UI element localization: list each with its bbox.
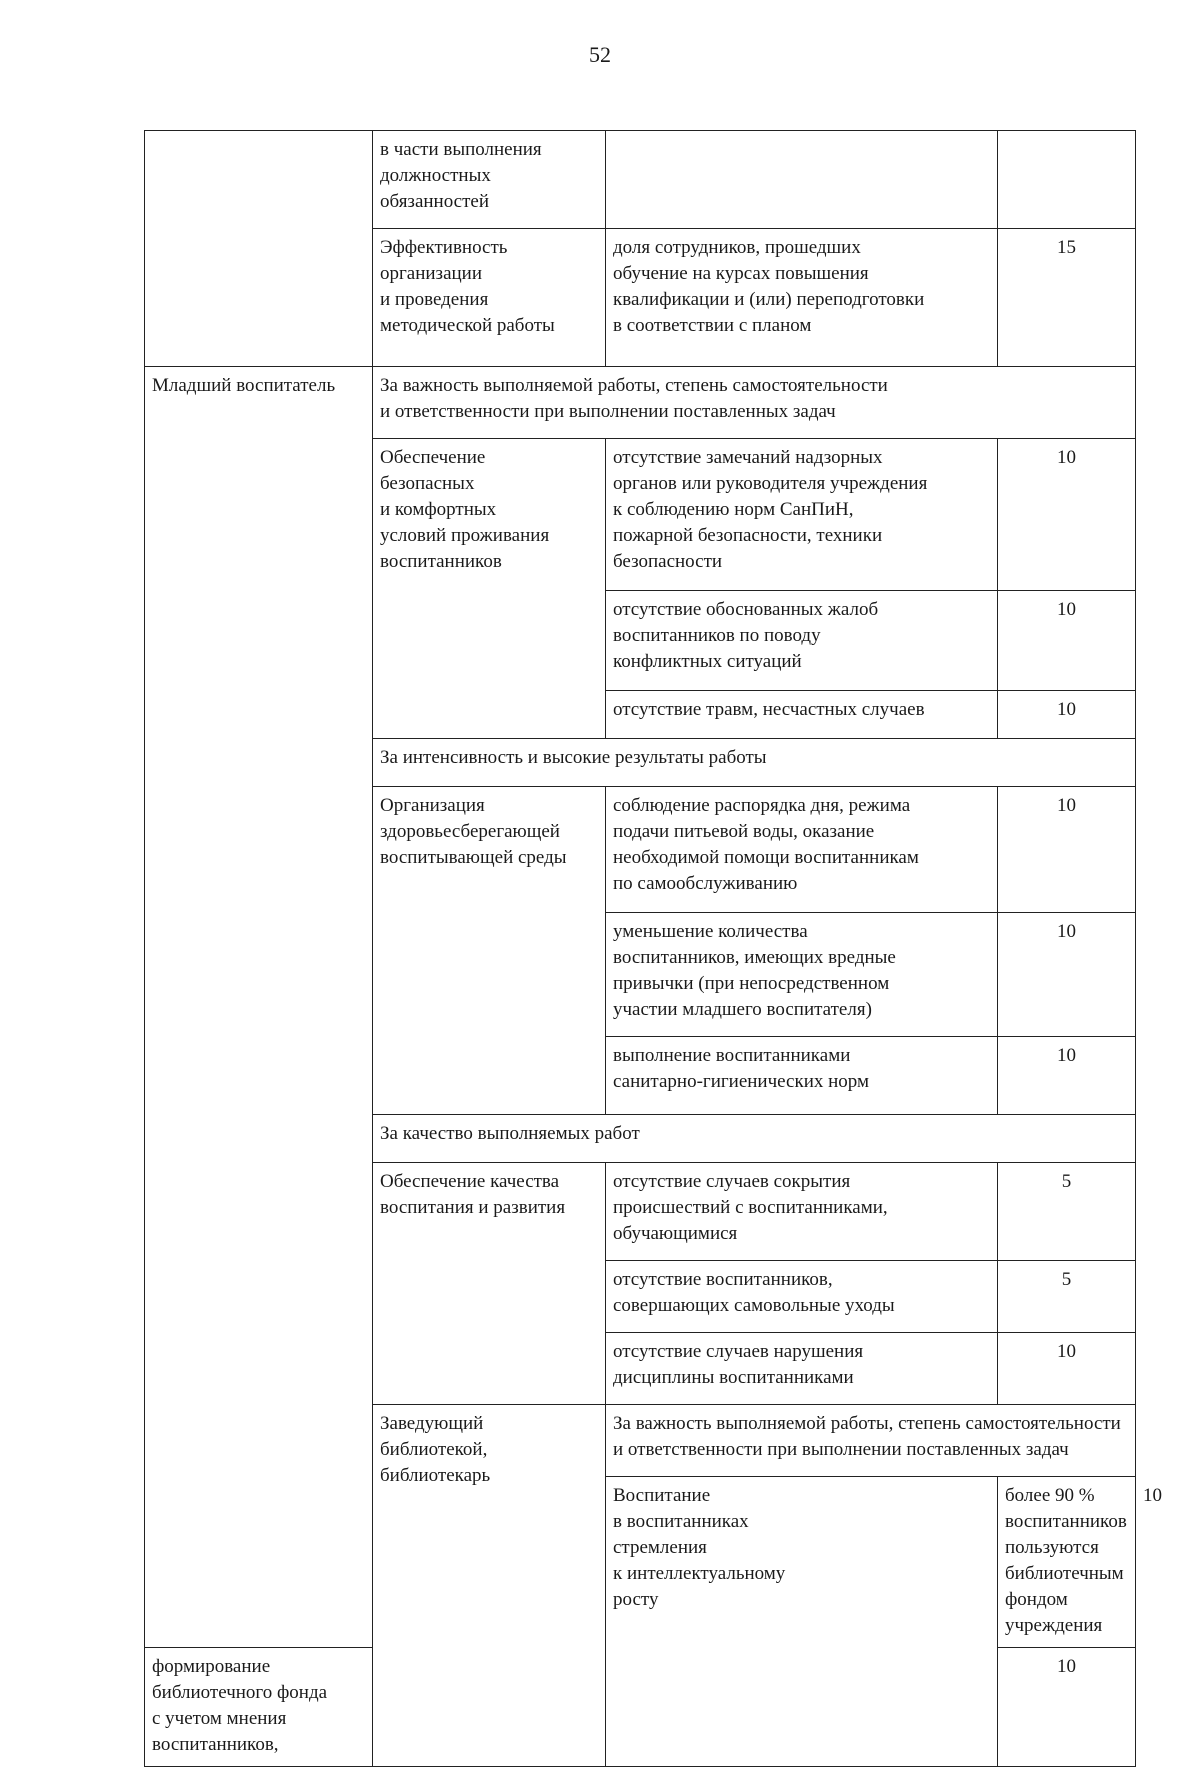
indicator-cell: Организация здоровьесберегающей воспитывающей среды: [373, 787, 606, 1115]
section-row: [145, 367, 1136, 439]
points-cell: 10: [998, 1648, 1136, 1767]
table-row: [145, 131, 1136, 229]
points-cell: [998, 131, 1136, 229]
criterion-cell: формирование библиотечного фонда с учетом мнения воспитанников,: [145, 1648, 373, 1767]
criterion-cell: отсутствие обоснованных жалоб воспитанников по поводу конфликтных ситуаций: [606, 591, 998, 691]
indicator-cell: в части выполнения должностных обязанностей: [373, 131, 606, 229]
indicator-cell: Эффективность организации и проведения методической работы: [373, 229, 606, 367]
criterion-cell: отсутствие случаев нарушения дисциплины воспитанниками: [606, 1333, 998, 1405]
criterion-cell: уменьшение количества воспитанников, имеющих вредные привычки (при непосредственном участии младшего воспитателя): [606, 913, 998, 1037]
section-heading: За интенсивность и высокие результаты работы: [373, 739, 1136, 787]
criterion-cell: отсутствие замечаний надзорных органов или руководителя учреждения к соблюдению норм СанПиН, пожарной безопасности, техники безопасности: [606, 439, 998, 591]
criterion-cell: доля сотрудников, прошедших обучение на курсах повышения квалификации и (или) переподготовки в соответствии с планом: [606, 229, 998, 367]
section-heading: За важность выполняемой работы, степень самостоятельности и ответственности при выполнении поставленных задач: [606, 1405, 1136, 1477]
points-cell: 10: [998, 913, 1136, 1037]
criterion-cell: соблюдение распорядка дня, режима подачи питьевой воды, оказание необходимой помощи воспитанникам по самообслуживанию: [606, 787, 998, 913]
criterion-cell: отсутствие случаев сокрытия происшествий с воспитанниками, обучающимися: [606, 1163, 998, 1261]
position-cell: [145, 131, 373, 367]
section-heading: За важность выполняемой работы, степень самостоятельности и ответственности при выполнении поставленных задач: [373, 367, 1136, 439]
position-cell: Заведующий библиотекой, библиотекарь: [373, 1405, 606, 1767]
position-cell: Младший воспитатель: [145, 367, 373, 1648]
table-row: Воспитание в воспитанниках стремления к интеллектуальному росту более 90 % воспитанников пользуются библиотечным фондом учреждения 10: [145, 1477, 1136, 1648]
criterion-cell: отсутствие травм, несчастных случаев: [606, 691, 998, 739]
criterion-cell: отсутствие воспитанников, совершающих самовольные уходы: [606, 1261, 998, 1333]
points-cell: 10: [998, 787, 1136, 913]
points-cell: 10: [998, 591, 1136, 691]
points-cell: 10: [998, 1333, 1136, 1405]
indicator-cell: Обеспечение качества воспитания и развития: [373, 1163, 606, 1405]
points-cell: 10: [998, 1037, 1136, 1115]
criteria-table: [144, 130, 1162, 1767]
points-cell: 15: [998, 229, 1136, 367]
points-cell: 10: [998, 691, 1136, 739]
criterion-cell: выполнение воспитанниками санитарно-гигиенических норм: [606, 1037, 998, 1115]
points-cell: 5: [998, 1163, 1136, 1261]
criterion-cell: более 90 % воспитанников пользуются библиотечным фондом учреждения: [998, 1477, 1136, 1648]
indicator-cell: Обеспечение безопасных и комфортных условий проживания воспитанников: [373, 439, 606, 739]
criterion-cell: [606, 131, 998, 229]
page-number: 52: [589, 42, 611, 67]
points-cell: 5: [998, 1261, 1136, 1333]
indicator-cell: Воспитание в воспитанниках стремления к интеллектуальному росту: [606, 1477, 998, 1767]
points-cell: 10: [998, 439, 1136, 591]
section-heading: За качество выполняемых работ: [373, 1115, 1136, 1163]
